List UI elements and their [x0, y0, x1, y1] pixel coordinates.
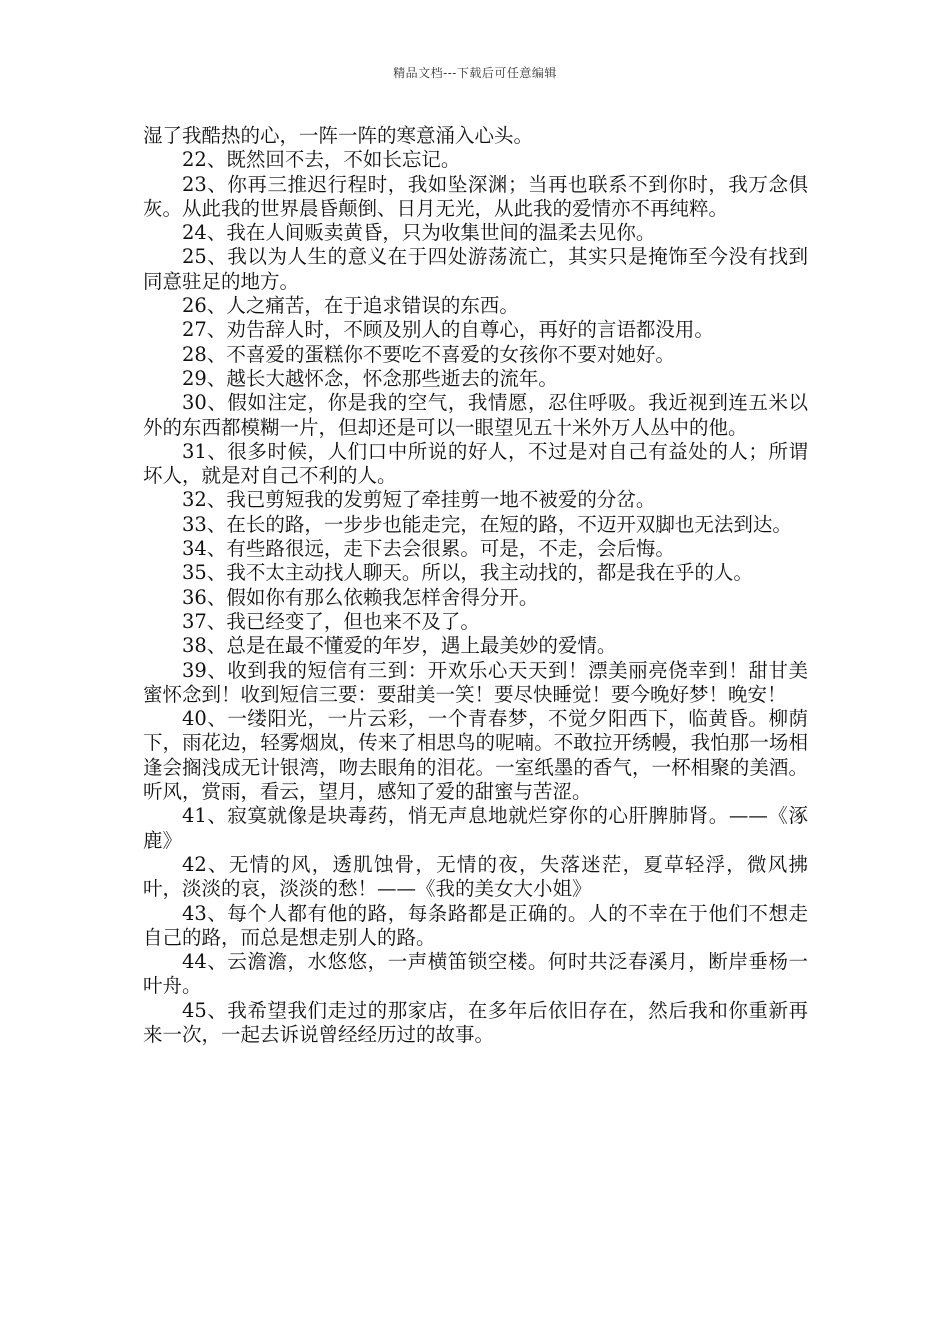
paragraph-36: 36、假如你有那么依赖我怎样舍得分开。	[182, 585, 539, 609]
paragraph-39: 39、收到我的短信有三到：开欢乐心天天到！漂美丽亮侥幸到！甜甘美蜜怀念到！收到短信三要：要甜美一笑！要尽快睡觉！要今晚好梦！晚安！	[143, 658, 808, 706]
paragraph-41: 41、寂寞就像是块毒药，悄无声息地就烂穿你的心肝脾肺肾。——《涿鹿》	[143, 804, 808, 852]
paragraph-33: 33、在长的路，一步步也能走完，在短的路，不迈开双脚也无法到达。	[182, 512, 792, 536]
paragraph-continuation: 湿了我酷热的心，一阵一阵的寒意涌入心头。	[143, 124, 534, 147]
paragraph-31: 31、很多时候，人们口中所说的好人，不过是对自己有益处的人；所谓坏人，就是对自己不利的人。	[143, 439, 808, 488]
paragraph-38: 38、总是在最不懂爱的年岁，遇上最美妙的爱情。	[182, 634, 617, 658]
document-body	[143, 124, 808, 1047]
paragraph-23: 23、你再三推迟行程时，我如坠深渊；当再也联系不到你时，我万念俱灰。从此我的世界晨昏颠倒、日月无光，从此我的爱情亦不再纯粹。	[143, 172, 808, 220]
page-header: 精品文档---下载后可任意编辑	[393, 66, 557, 80]
paragraph-24: 24、我在人间贩卖黄昏，只为收集世间的温柔去见你。	[182, 221, 656, 245]
paragraph-40: 40、一缕阳光，一片云彩，一个青春梦，不觉夕阳西下，临黄昏。柳荫下，雨花边，轻雾烟岚，传来了相思鸟的呢喃。不敢拉开绣幔，我怕那一场相逢会搁浅成无计银湾，吻去眼角的泪花。一室纸墨的香气，一杯相聚的美酒。听风，赏雨，看云，望月，感知了爱的甜蜜与苦涩。	[143, 707, 808, 804]
paragraph-35: 35、我不太主动找人聊天。所以，我主动找的，都是我在乎的人。	[182, 561, 753, 585]
paragraph-25: 25、我以为人生的意义在于四处游荡流亡，其实只是掩饰至今没有找到同意驻足的地方。	[143, 245, 808, 293]
paragraph-44: 44、云澹澹，水悠悠，一声横笛锁空楼。何时共泛春溪月，断岸垂杨一叶舟。	[143, 950, 808, 998]
paragraph-42: 42、无情的风，透肌蚀骨，无情的夜，失落迷茫，夏草轻浮，微风拂叶，淡淡的哀，淡淡的愁！——《我的美女大小姐》	[143, 852, 808, 901]
paragraph-26: 26、人之痛苦，在于追求错误的东西。	[182, 294, 519, 318]
paragraph-43: 43、每个人都有他的路，每条路都是正确的。人的不幸在于他们不想走自己的路，而总是想走别人的路。	[143, 901, 808, 949]
paragraph-29: 29、越长大越怀念，怀念那些逝去的流年。	[182, 366, 558, 390]
paragraph-45: 45、我希望我们走过的那家店，在多年后依旧存在，然后我和你重新再来一次，一起去诉说曾经经历过的故事。	[143, 998, 808, 1046]
paragraph-32: 32、我已剪短我的发剪短了牵挂剪一地不被爱的分岔。	[182, 488, 656, 512]
paragraph-37: 37、我已经变了，但也来不及了。	[182, 609, 480, 633]
paragraph-27: 27、劝告辞人时，不顾及别人的自尊心，再好的言语都没用。	[182, 318, 714, 342]
paragraph-30: 30、假如注定，你是我的空气，我情愿，忍住呼吸。我近视到连五米以外的东西都模糊一片，但却还是可以一眼望见五十米外万人丛中的他。	[143, 391, 808, 439]
paragraph-34: 34、有些路很远，走下去会很累。可是，不走，会后悔。	[182, 537, 675, 561]
paragraph-22: 22、既然回不去，不如长忘记。	[182, 148, 461, 172]
paragraph-28: 28、不喜爱的蛋糕你不要吃不喜爱的女孩你不要对她好。	[182, 342, 675, 366]
